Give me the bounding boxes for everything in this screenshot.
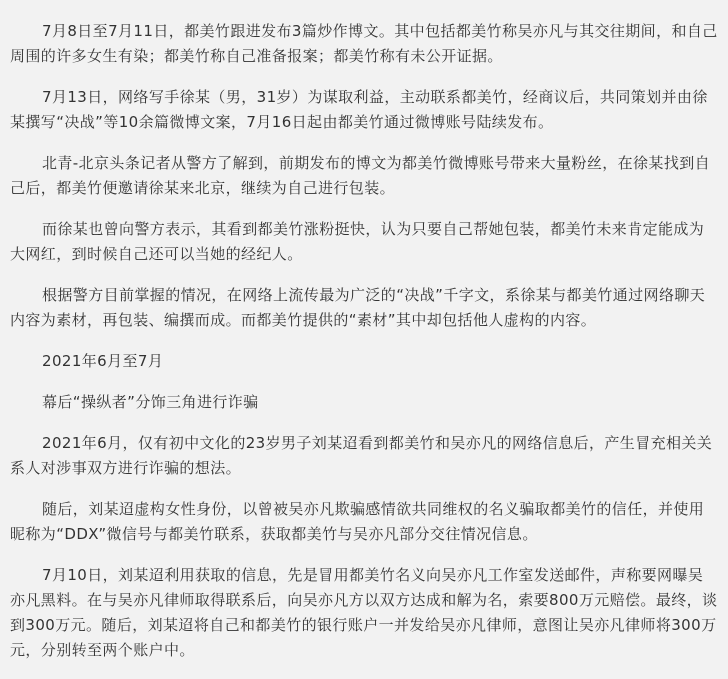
- section-subheading: 幕后“操纵者”分饰三角进行诈骗: [42, 393, 259, 411]
- article-paragraph: 北青-北京头条记者从警方了解到，前期发布的博文为都美竹微博账号带来大量粉丝，在徐某找到自己后，都美竹便邀请徐某来北京，继续为自己进行包装。: [10, 154, 711, 197]
- article-paragraph: 7月8日至7月11日，都美竹跟进发布3篇炒作博文。其中包括都美竹称吴亦凡与其交往期间，和自己周围的许多女生有染；都美竹称自己准备报案；都美竹称有未公开证据。: [10, 22, 718, 65]
- article-paragraph: 2021年6月，仅有初中文化的23岁男子刘某迢看到都美竹和吴亦凡的网络信息后，产生冒充相关关系人对涉事双方进行诈骗的想法。: [10, 434, 713, 477]
- article-paragraph: 7月10日，刘某迢利用获取的信息，先是冒用都美竹名义向吴亦凡工作室发送邮件，声称要网曝吴亦凡黑料。在与吴亦凡律师取得联系后，向吴亦凡方以双方达成和解为名，索要800万元赔偿。最终，谈到300万元。随后，刘某迢将自己和都美竹的银行账户一并发给吴亦凡律师，意图让吴亦凡律师将300万元，分别转至两个账户中。: [10, 566, 718, 659]
- article-paragraph: 根据警方目前掌握的情况，在网络上流传最为广泛的“决战”千字文，系徐某与都美竹通过网络聊天内容为素材，再包装、编撰而成。而都美竹提供的“素材”其中却包括他人虚构的内容。: [10, 286, 706, 329]
- article-paragraph: 7月13日，网络写手徐某（男，31岁）为谋取利益，主动联系都美竹，经商议后，共同策划并由徐某撰写“决战”等10余篇微博文案，7月16日起由都美竹通过微博账号陆续发布。: [10, 88, 708, 131]
- article-paragraph: 而徐某也曾向警方表示，其看到都美竹涨粉挺快，认为只要自己帮她包装，都美竹未来肯定能成为大网红，到时候自己还可以当她的经纪人。: [10, 220, 705, 263]
- section-date: 2021年6月至7月: [42, 352, 164, 370]
- article-paragraph: 随后，刘某迢虚构女性身份，以曾被吴亦凡欺骗感情欲共同维权的名义骗取都美竹的信任，并使用昵称为“DDX”微信号与都美竹联系，获取都美竹与吴亦凡部分交往情况信息。: [10, 500, 705, 543]
- article-paragraph: [10, 0, 718, 3]
